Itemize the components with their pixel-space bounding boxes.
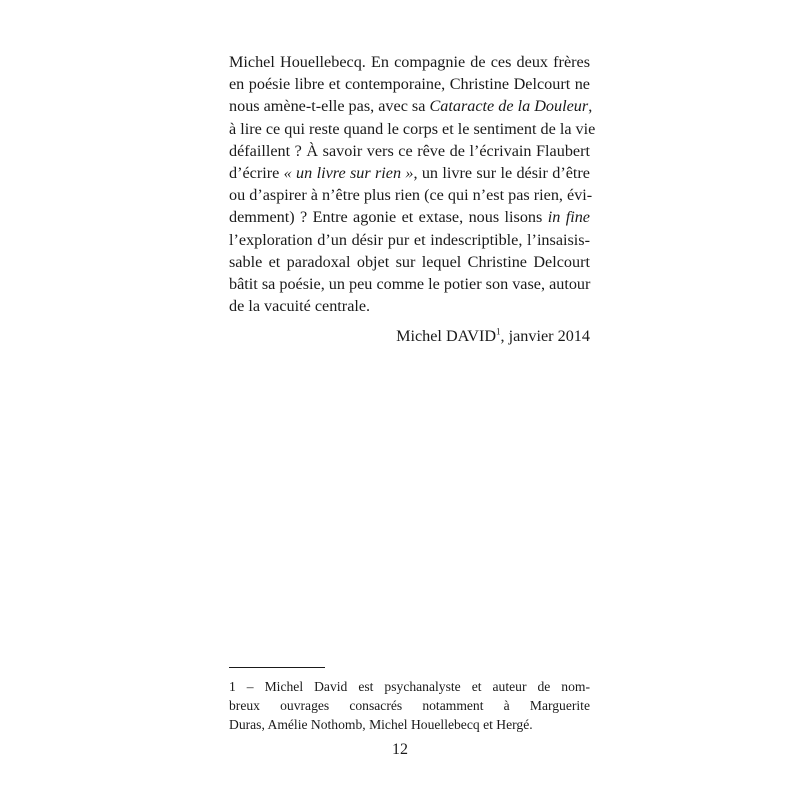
page-number: 12 xyxy=(392,741,408,758)
footnote-line: 1 – Michel David est psychanalyste et auteur de nom- xyxy=(229,679,590,694)
body-line: à lire ce qui reste quand le corps et le sentiment de la vie xyxy=(229,119,596,138)
signature-date: , janvier 2014 xyxy=(500,327,590,345)
body-line: l’exploration d’un désir pur et indescriptible, l’insaisis- xyxy=(229,230,590,249)
book-title-italic: Cataracte de la Douleur xyxy=(429,97,589,116)
signature-name: Michel DAVID xyxy=(396,327,497,345)
footnote-line: breux ouvrages consacrés notamment à Marguerite xyxy=(229,698,590,713)
body-line: en poésie libre et contemporaine, Christine Delcourt ne xyxy=(229,75,590,94)
footnote xyxy=(229,677,590,734)
footnote-line: Duras, Amélie Nothomb, Michel Houellebecq et Hergé. xyxy=(229,717,533,732)
body-line: Michel Houellebecq. En compagnie de ces deux frères xyxy=(229,53,590,71)
latin-italic: in fine xyxy=(547,208,590,227)
body-line: d’écrire « un livre sur rien », un livre sur le désir d’être xyxy=(229,163,590,182)
quote-italic: « un livre sur rien » xyxy=(283,163,414,182)
body-line: demment) ? Entre agonie et extase, nous lisons in fine xyxy=(229,208,590,227)
body-line: défaillent ? À savoir vers ce rêve de l’écrivain Flaubert xyxy=(229,141,590,160)
body-line: nous amène-t-elle pas, avec sa Cataracte de la Douleur, xyxy=(229,97,593,116)
author-signature xyxy=(396,325,590,347)
footnote-separator xyxy=(229,667,325,668)
body-line: de la vacuité centrale. xyxy=(229,297,371,316)
body-paragraph xyxy=(229,51,596,317)
body-line: sable et paradoxal objet sur lequel Christine Delcourt xyxy=(229,252,590,271)
footnote-reference: 1 xyxy=(496,326,501,337)
body-line: ou d’aspirer à n’être plus rien (ce qui n’est pas rien, évi- xyxy=(229,186,593,205)
body-line: bâtit sa poésie, un peu comme le potier son vase, autour xyxy=(229,274,591,293)
